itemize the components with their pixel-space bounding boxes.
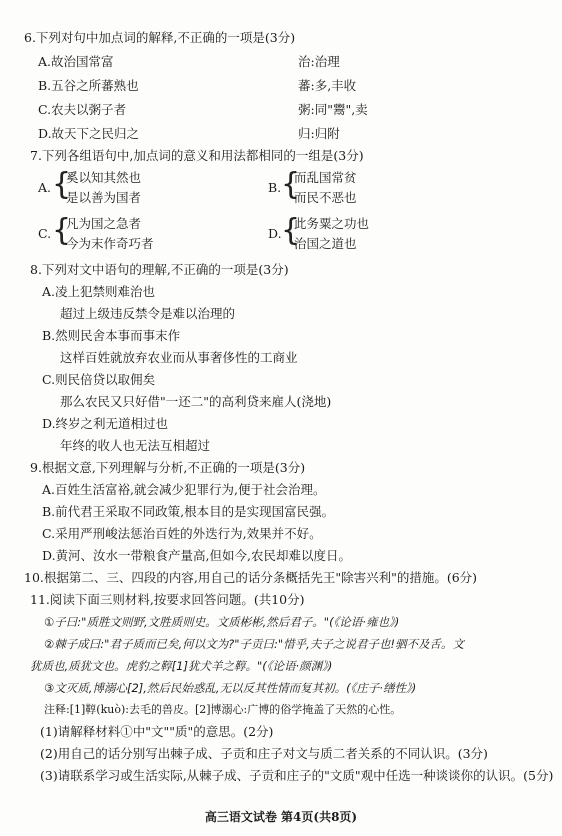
q7-b-line2: 而民不恶也 bbox=[294, 190, 357, 205]
q6-option-d: D.故天下之民归之 bbox=[38, 126, 140, 141]
q11-material-1: ①子曰:"质胜文则野,文胜质则史。文质彬彬,然后君子。"(《论语·雍也》) bbox=[44, 615, 400, 629]
q7-d-line1: 此务粟之功也 bbox=[294, 216, 370, 231]
q6-option-b: B.五谷之所蕃熟也 bbox=[38, 78, 139, 93]
q7-brace-b: { bbox=[281, 167, 301, 202]
q7-brace-c: { bbox=[52, 213, 72, 248]
q6-option-c: C.农夫以粥子者 bbox=[38, 102, 127, 117]
q9-stem: 9.根据文意,下列理解与分析,不正确的一项是(3分) bbox=[30, 460, 306, 475]
q7-a-line2: 是以善为国者 bbox=[66, 190, 142, 205]
q9-option-a: A.百姓生活富裕,就会减少犯罪行为,便于社会治理。 bbox=[42, 482, 326, 497]
q6-stem: 6.下列对句中加点词的解释,不正确的一项是(3分) bbox=[24, 30, 296, 45]
q7-brace-d: { bbox=[281, 213, 301, 248]
q7-label-b: B. bbox=[268, 180, 282, 195]
q7-label-a: A. bbox=[38, 180, 52, 195]
q7-stem: 7.下列各组语句中,加点词的意义和用法都相同的一组是(3分) bbox=[30, 148, 364, 163]
q11-sub1: (1)请解释材料①中"文""质"的意思。(2分) bbox=[40, 724, 274, 739]
q11-stem: 11.阅读下面三则材料,按要求回答问题。(共10分) bbox=[30, 592, 305, 607]
q6-gloss-d: 归:归附 bbox=[298, 126, 340, 141]
q7-a-line1: 奚以知其然也 bbox=[66, 170, 142, 185]
q7-b-line1: 而乱国常贫 bbox=[294, 170, 357, 185]
q8-item-a: A.凌上犯禁则难治也 bbox=[42, 284, 156, 299]
q8-explain-b: 这样百姓就放弃农业而从事奢侈性的工商业 bbox=[60, 350, 298, 365]
q11-sub2: (2)用自己的话分别写出棘子成、子贡和庄子对文与质二者关系的不同认识。(3分) bbox=[40, 746, 488, 761]
q9-option-b: B.前代君王采取不同政策,根本目的是实现国富民强。 bbox=[42, 504, 335, 519]
q7-c-line2: 今为末作奇巧者 bbox=[66, 236, 154, 251]
page-footer: 高三语文试卷 第4页(共8页) bbox=[204, 810, 358, 824]
q7-c-line1: 凡为国之急者 bbox=[66, 216, 142, 231]
q8-item-c: C.则民倍贷以取佣矣 bbox=[42, 372, 156, 387]
q6-gloss-a: 治:治理 bbox=[298, 54, 340, 69]
q11-sub3: (3)请联系学习或生活实际,从棘子成、子贡和庄子的"文质"观中任选一种谈谈你的认识。(5分) bbox=[40, 768, 554, 783]
q8-item-d: D.终岁之利无道相过也 bbox=[42, 416, 169, 431]
q10-stem: 10.根据第二、三、四段的内容,用自己的话分条概括先王"除害兴利"的措施。(6分) bbox=[24, 570, 478, 585]
q8-explain-a: 超过上级违反禁令是难以治理的 bbox=[60, 306, 236, 321]
q9-option-c: C.采用严刑峻法惩治百姓的外迭行为,效果并不好。 bbox=[42, 526, 322, 541]
q11-material-2a: ②棘子成曰:"君子质而已矣,何以文为?"子贡曰:"惜乎,夫子之说君子也!驷不及舌。文 bbox=[44, 637, 464, 651]
q6-gloss-c: 粥:同"鬻",卖 bbox=[298, 102, 368, 117]
q11-note: 注释:[1]鞟(kuò):去毛的兽皮。[2]博溺心:广博的俗学掩盖了天然的心性。 bbox=[44, 703, 402, 716]
q6-gloss-b: 蕃:多,丰收 bbox=[298, 78, 357, 93]
q8-item-b: B.然则民舍本事而事末作 bbox=[42, 328, 181, 343]
q8-explain-c: 那么农民又只好借"一还二"的高利贷来雇人(浇地) bbox=[60, 394, 332, 409]
q7-d-line2: 治国之道也 bbox=[294, 236, 357, 251]
q11-material-2b: 犹质也,质犹文也。虎豹之鞟[1]犹犬羊之鞟。"(《论语·颜渊》) bbox=[30, 659, 333, 673]
q8-explain-d: 年终的收人也无法互相超过 bbox=[60, 438, 211, 453]
q9-option-d: D.黄河、汝水一带粮食产量高,但如今,农民却难以度日。 bbox=[42, 548, 351, 563]
q11-material-3: ③文灭质,博溺心[2],然后民始惑乱,无以反其性情而复其初。(《庄子·缮性》) bbox=[44, 681, 417, 695]
q7-brace-a: { bbox=[52, 167, 72, 202]
q7-label-c: C. bbox=[38, 226, 52, 241]
q7-label-d: D. bbox=[268, 226, 282, 241]
q6-option-a: A.故治国常富 bbox=[38, 54, 114, 69]
q8-stem: 8.下列对文中语句的理解,不正确的一项是(3分) bbox=[30, 262, 289, 277]
